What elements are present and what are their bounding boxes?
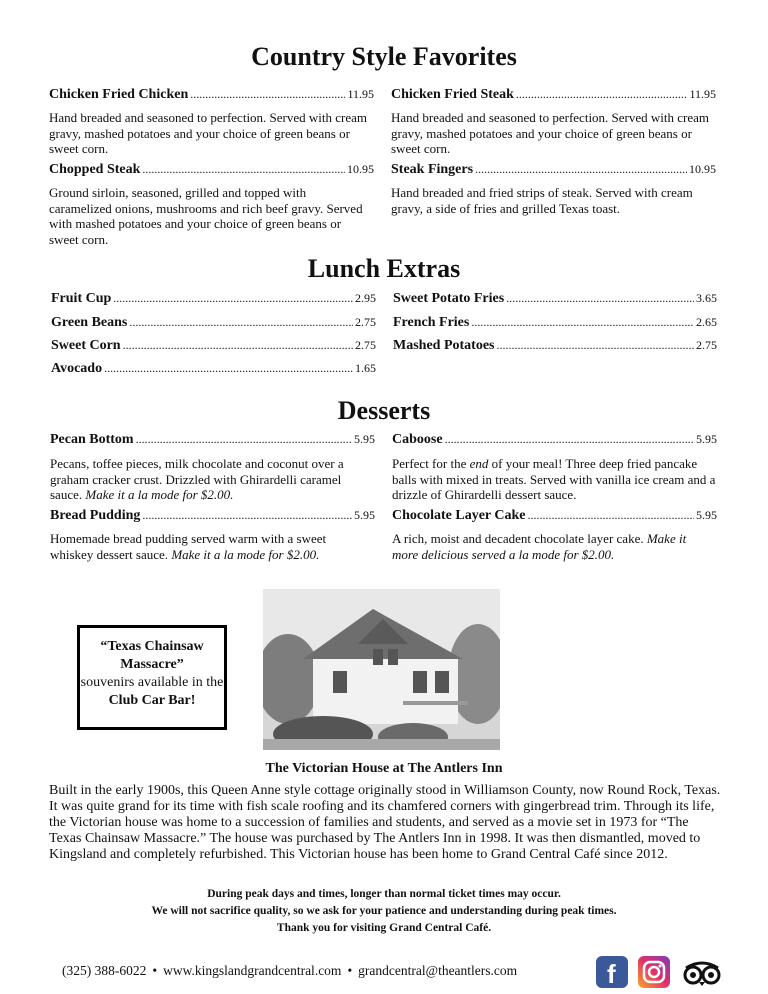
item-price: 5.95 [354, 432, 375, 446]
facebook-icon[interactable] [596, 956, 628, 988]
item-name: Pecan Bottom [50, 432, 134, 447]
menu-item [392, 508, 717, 524]
item-name: Steak Fingers [391, 162, 474, 177]
menu-item [391, 87, 716, 103]
item-price: 11.95 [347, 87, 374, 101]
tripadvisor-icon[interactable] [680, 956, 724, 988]
item-description: Perfect for the end of your meal! Three deep fried pancake balls with mixed in treats. Served with vanilla ice cream and a drizzle of Ghirardelli dessert sauce. [392, 456, 716, 502]
item-name: Chicken Fried Steak [391, 87, 514, 102]
item-name: Mashed Potatoes [393, 338, 495, 353]
item-price: 2.75 [355, 338, 376, 352]
item-name: Bread Pudding [50, 508, 141, 523]
item-name: Chocolate Layer Cake [392, 508, 526, 523]
section-title-country: Country Style Favorites [251, 42, 517, 71]
menu-item [50, 508, 375, 524]
item-price: 2.95 [355, 291, 376, 305]
instagram-icon[interactable] [638, 956, 670, 988]
item-price: 11.95 [689, 87, 716, 101]
menu-item [49, 87, 374, 103]
section-title-lunch: Lunch Extras [307, 254, 461, 283]
item-price: 10.95 [347, 162, 374, 176]
item-description: Hand breaded and fried strips of steak. Served with cream gravy, a side of fries and grilled Texas toast. [391, 185, 693, 216]
history-paragraph: Built in the early 1900s, this Queen Anne style cottage originally stood in Williamson County, now Round Rock, Texas. It was quite grand for its time with fish scale roofing and its chamfered corners with gingerbread trim. Through its life, the Victorian house was home to a succession of families and students, and served as a movie set in 1973 for “The Texas Chainsaw Massacre.” The house was purchased by The Antlers Inn in 1998. It was then dismantled, moved to Kingsland and completely refurbished. This Victorian house has been home to Grand Central Café since 2012. [49, 783, 721, 862]
photo-caption: The Victorian House at The Antlers Inn [265, 761, 503, 776]
menu-item [393, 315, 717, 331]
section-title-desserts: Desserts [337, 396, 431, 425]
notice-line: Thank you for visiting Grand Central Café. [276, 922, 492, 934]
notice-line: We will not sacrifice quality, so we ask for your patience and understanding during peak times. [151, 905, 617, 917]
item-description: Ground sirloin, seasoned, grilled and topped with caramelized onions, mushrooms and rich beef gravy. Served with mashed potatoes and your choice of green beans or sweet corn. [49, 185, 363, 247]
menu-item [392, 432, 717, 448]
item-price: 2.75 [355, 315, 376, 329]
email-link[interactable]: grandcentral@theantlers.com [358, 963, 518, 978]
menu-item [51, 291, 376, 307]
phone-number[interactable]: (325) 388-6022 [62, 963, 147, 978]
item-price: 5.95 [696, 432, 717, 446]
menu-item [391, 162, 716, 178]
item-description: Homemade bread pudding served warm with a sweet whiskey dessert sauce. Make it a la mode for $2.00. [50, 531, 327, 562]
website-link[interactable]: www.kingslandgrandcentral.com [163, 963, 342, 978]
promo-text: souvenirs available in the [80, 675, 224, 690]
item-name: Caboose [392, 432, 443, 447]
menu-item [51, 361, 376, 377]
item-description: A rich, moist and decadent chocolate layer cake. Make it more delicious served a la mode for $2.00. [392, 531, 687, 562]
item-name: Green Beans [51, 315, 128, 330]
notice-block [0, 886, 768, 937]
promo-box [77, 625, 227, 730]
item-price: 10.95 [689, 162, 716, 176]
item-name: Fruit Cup [51, 291, 112, 306]
item-name: Sweet Corn [51, 338, 121, 353]
menu-item [393, 338, 717, 354]
item-price: 1.65 [355, 361, 376, 375]
victorian-house-photo [263, 589, 500, 750]
notice-line: During peak days and times, longer than normal ticket times may occur. [207, 888, 561, 900]
item-name: Sweet Potato Fries [393, 291, 505, 306]
item-description: Hand breaded and seasoned to perfection. Served with cream gravy, mashed potatoes and your choice of green beans or sweet corn. [49, 110, 368, 156]
item-name: Avocado [51, 361, 103, 376]
item-price: 5.95 [696, 508, 717, 522]
footer-contact: (325) 388-6022 • www.kingslandgrandcentral.com • grandcentral@theantlers.com [62, 963, 518, 978]
item-description: Pecans, toffee pieces, milk chocolate and coconut over a graham cracker crust. Drizzled with Ghirardelli caramel sauce. Make it a la mode for $2.00. [50, 456, 344, 502]
menu-item [393, 291, 717, 307]
item-price: 5.95 [354, 508, 375, 522]
item-price: 3.65 [696, 291, 717, 305]
promo-location: Club Car Bar! [108, 693, 196, 708]
promo-title: “Texas Chainsaw Massacre” [100, 639, 204, 672]
item-name: French Fries [393, 315, 470, 330]
menu-item [51, 315, 376, 331]
item-name: Chopped Steak [49, 162, 141, 177]
menu-item [49, 162, 374, 178]
menu-item [51, 338, 376, 354]
item-description: Hand breaded and seasoned to perfection. Served with cream gravy, mashed potatoes and your choice of green beans or sweet corn. [391, 110, 710, 156]
item-price: 2.75 [696, 338, 717, 352]
svg-text:f: f [607, 959, 616, 988]
menu-item [50, 432, 375, 448]
item-name: Chicken Fried Chicken [49, 87, 189, 102]
item-price: 2.65 [696, 315, 717, 329]
